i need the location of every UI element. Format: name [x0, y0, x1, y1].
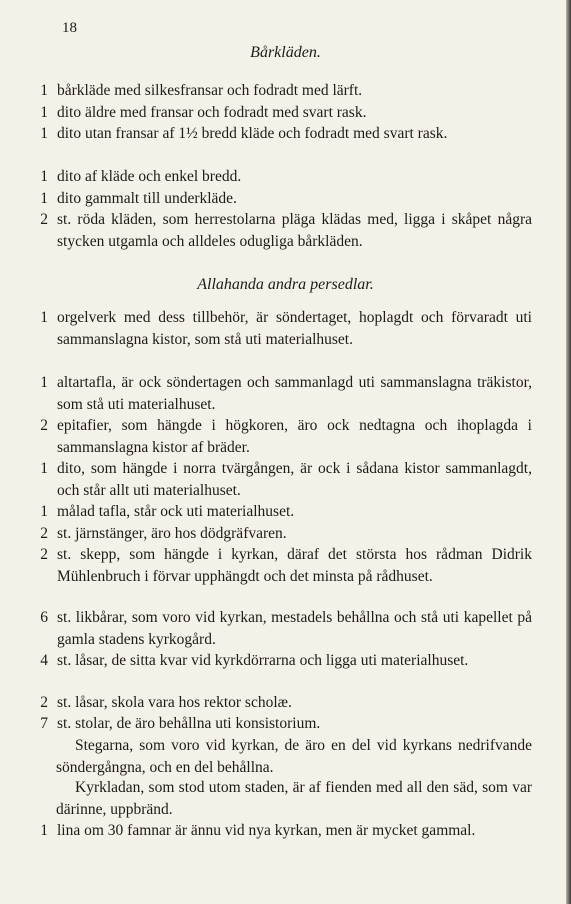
section-title-allahanda: Allahanda andra persedlar. [197, 276, 374, 293]
item-text: dito utan fransar af 1½ bredd kläde och fodradt med svart rask. [57, 125, 448, 142]
page-edge-shadow [566, 0, 571, 904]
item-count: 2 [40, 694, 48, 711]
item-text: altartafla, är ock söndertagen och sammanlagd uti sammanslagna träkistor, som stå uti materialhuset. [57, 374, 532, 413]
list-item [32, 501, 532, 523]
page-number: 18 [62, 20, 77, 36]
list-item [32, 650, 532, 672]
item-count: 1 [40, 168, 48, 185]
item-text: lina om 30 famnar är ännu vid nya kyrkan, men är mycket gammal. [57, 822, 476, 839]
paragraph-stegarna: Stegarna, som voro vid kyrkan, de äro en del vid kyrkans nedrifvande söndergångna, och en del behållna. [56, 737, 532, 776]
list-item [32, 820, 532, 842]
list-item [32, 544, 532, 587]
item-count: 4 [40, 652, 48, 669]
list-item [32, 80, 532, 102]
list-item [32, 307, 532, 350]
item-count: 1 [40, 309, 48, 326]
list-item [32, 692, 532, 714]
paragraph-kyrkladan: Kyrkladan, som stod utom staden, är af fienden med all den säd, som var därinne, uppbränd. [56, 779, 532, 818]
item-count: 2 [40, 524, 48, 542]
item-count: 2 [40, 211, 48, 228]
item-count: 1 [40, 189, 48, 207]
item-count: 7 [40, 715, 48, 732]
list-item [32, 415, 532, 458]
list-item [32, 209, 532, 252]
item-text: st. skepp, som hängde i kyrkan, däraf det största hos rådman Didrik Mühlenbruch i förvar upphängdt och det minsta på rådhuset. [57, 546, 532, 585]
list-item [32, 458, 532, 501]
list-item [32, 123, 532, 145]
section-title-barklader: Bårkläden. [250, 44, 321, 61]
item-count: 2 [40, 546, 48, 563]
list-item [32, 102, 532, 124]
item-count: 6 [40, 609, 48, 626]
list-item [32, 523, 532, 545]
item-text: st. stolar, de äro behållna uti konsistorium. [57, 715, 321, 732]
list-item [32, 607, 532, 650]
item-text: bårkläde med silkesfransar och fodradt med lärft. [57, 82, 363, 99]
item-count: 1 [40, 822, 48, 839]
list-item [32, 166, 532, 188]
item-count: 2 [40, 417, 48, 434]
item-text: dito äldre med fransar och fodradt med svart rask. [57, 103, 367, 121]
item-text: st. låsar, de sitta kvar vid kyrkdörrarna och ligga uti materialhuset. [57, 652, 469, 669]
item-text: dito, som hängde i norra tvärgången, är ock i sådana kistor sammanlagdt, och står allt uti materialhuset. [57, 460, 532, 499]
list-item [32, 713, 532, 735]
item-text: dito gammalt till underkläde. [57, 189, 237, 207]
item-count: 1 [40, 460, 48, 477]
list-item [32, 372, 532, 415]
item-count: 1 [40, 125, 48, 142]
item-text: dito af kläde och enkel bredd. [57, 168, 242, 185]
item-count: 1 [40, 103, 48, 121]
item-count: 1 [40, 503, 48, 520]
item-count: 1 [40, 82, 48, 99]
item-text: målad tafla, står ock uti materialhuset. [57, 503, 295, 520]
item-text: st. låsar, skola vara hos rektor scholæ. [57, 694, 292, 711]
item-text: orgelverk med dess tillbehör, är söndertaget, hoplagdt och förvaradt uti sammanslagna kistor, som stå uti materialhuset. [57, 309, 532, 348]
item-text: st. likbårar, som voro vid kyrkan, mestadels behållna och stå uti kapellet på gamla stadens kyrkogård. [57, 609, 532, 648]
item-text: epitafier, som hängde i högkoren, äro ock nedtagna och ihoplagda i sammanslagna kistor af bräder. [57, 417, 532, 456]
item-count: 1 [40, 374, 48, 391]
list-item [32, 188, 532, 210]
item-text: st. röda kläden, som herrestolarna pläga klädas med, ligga i skåpet några stycken utgamla och alldeles odugliga bårkläden. [57, 211, 532, 250]
item-text: st. järnstänger, äro hos dödgräfvaren. [57, 524, 287, 542]
